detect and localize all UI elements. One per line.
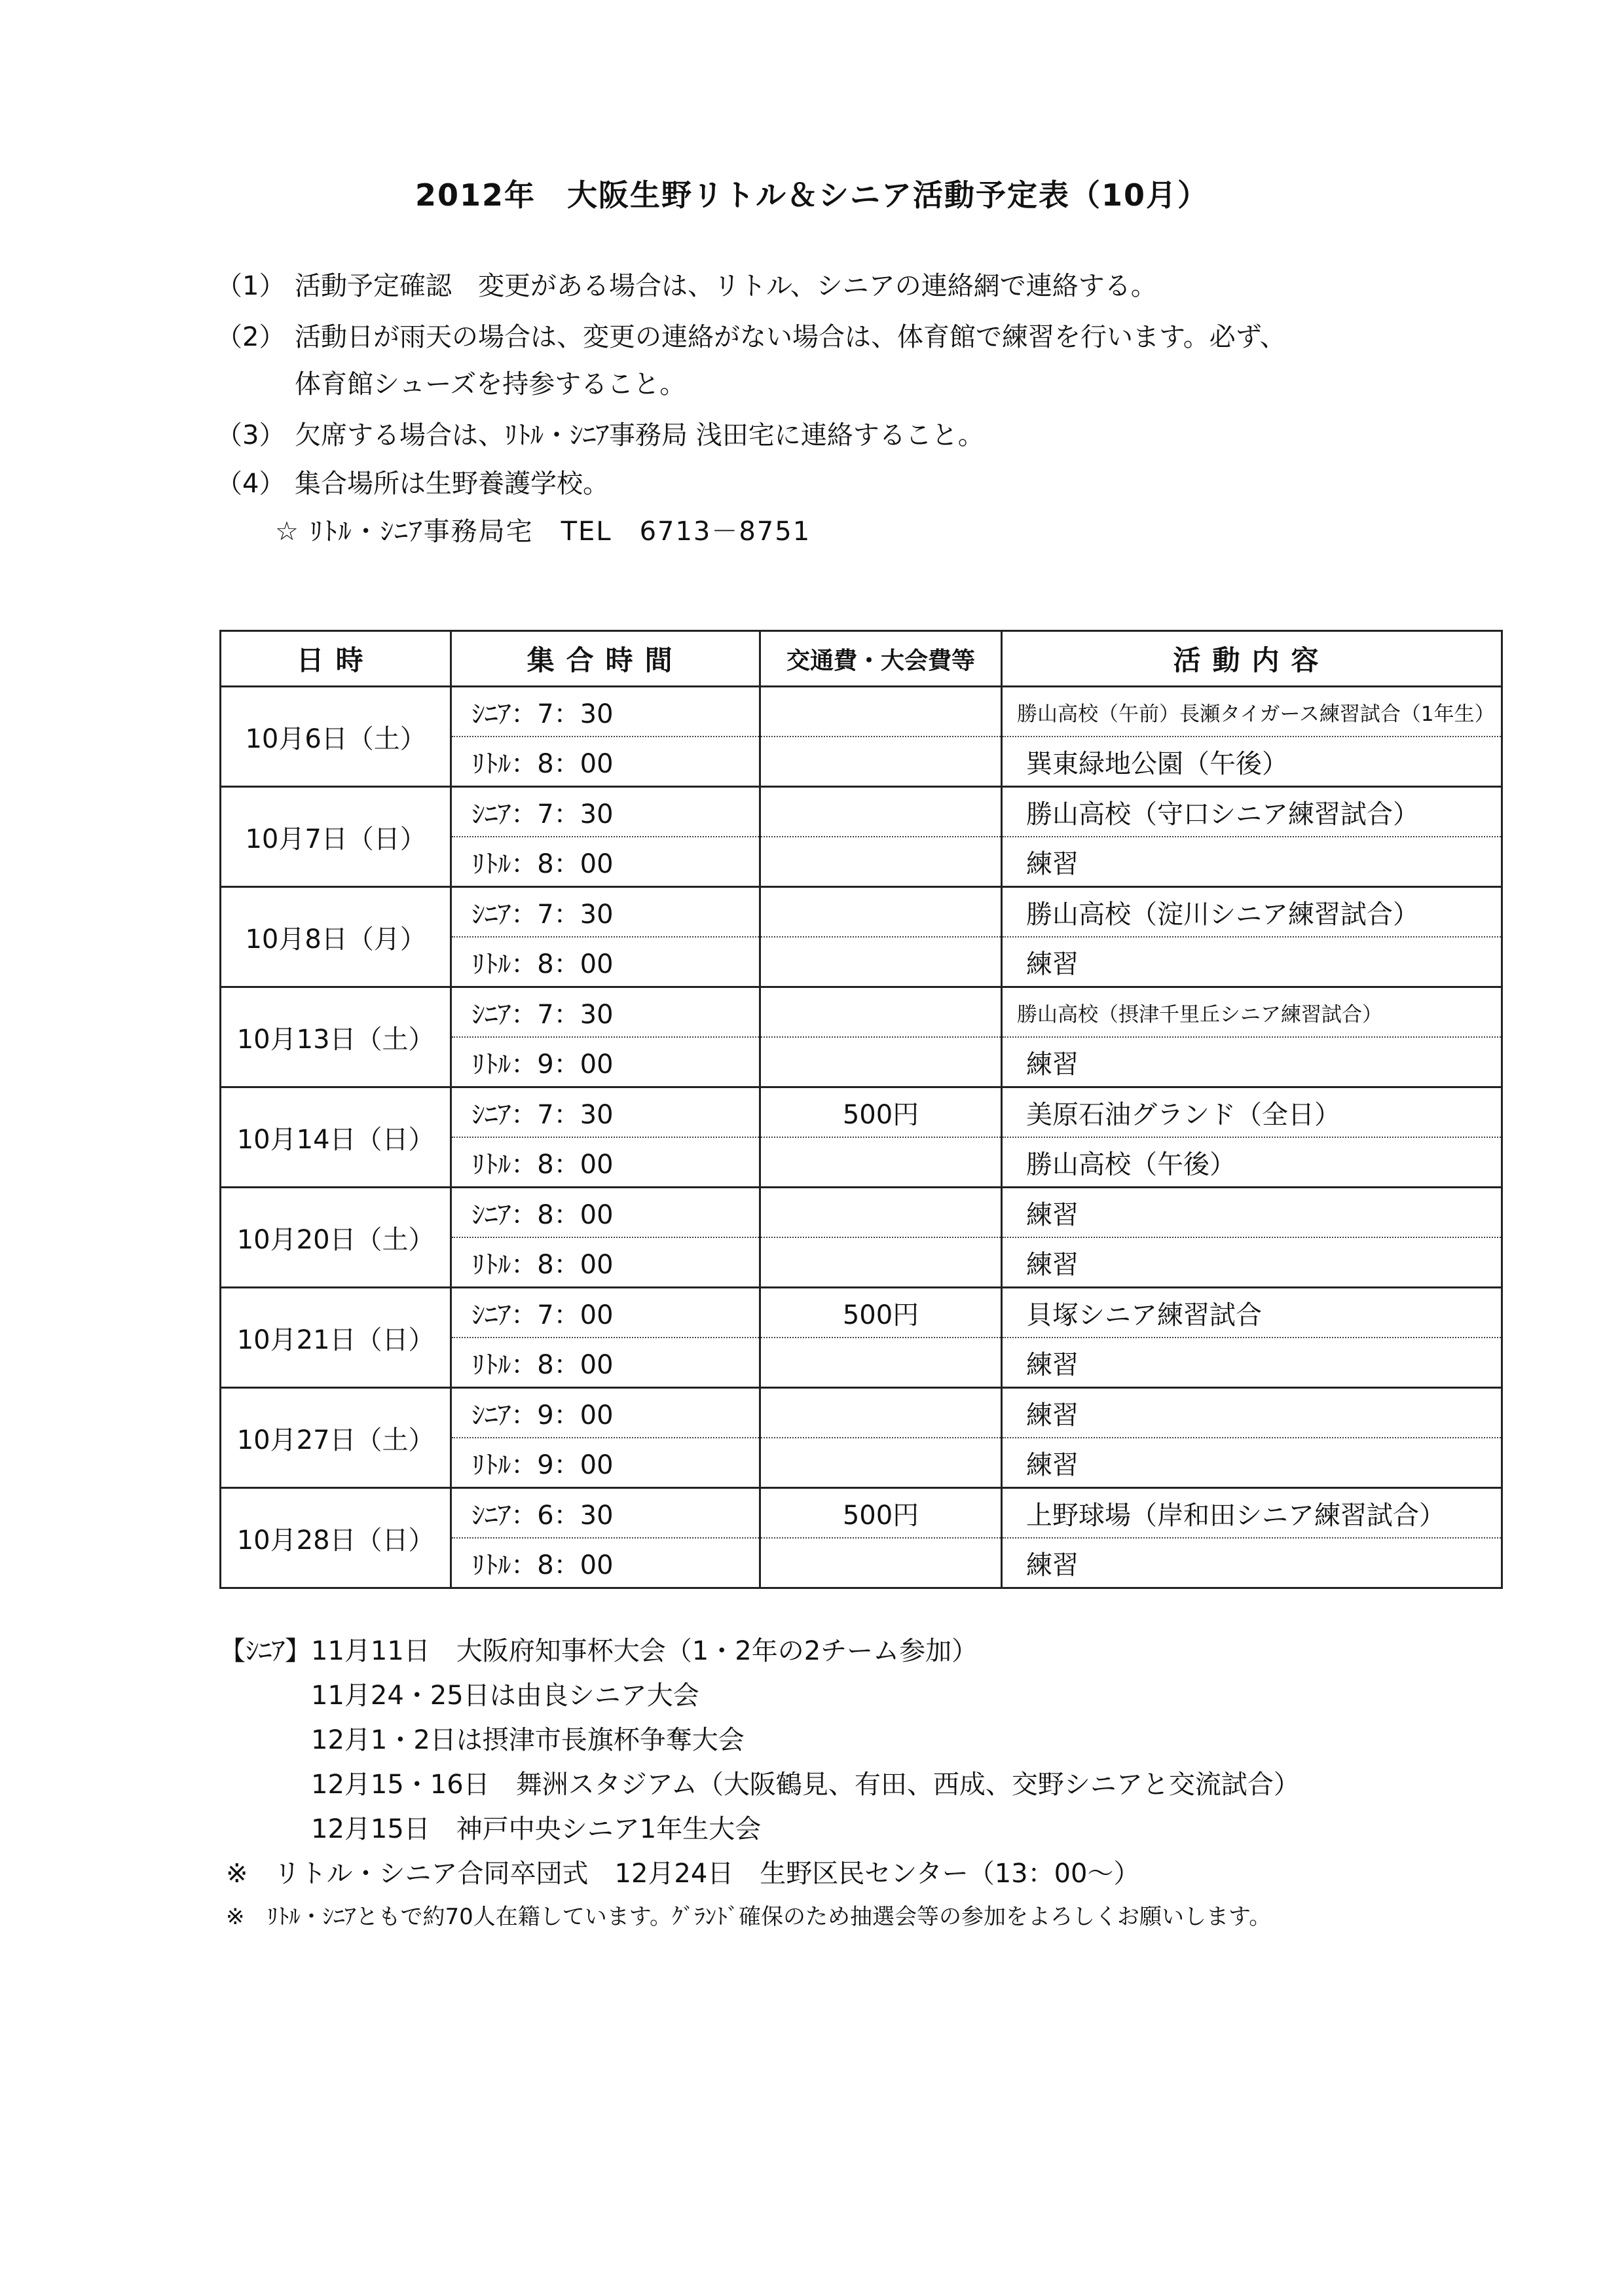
little-time-cell: ﾘﾄﾙ：8：00 — [451, 937, 760, 987]
senior-label: 【ｼﾆｱ】 — [219, 1636, 311, 1666]
schedule-body — [221, 687, 1502, 1588]
little-activity-cell: 練習 — [1002, 1438, 1502, 1488]
little-activity-cell: 練習 — [1002, 1538, 1502, 1588]
table-row — [221, 1288, 1502, 1338]
note-item-1 — [216, 265, 1157, 302]
senior-event: 11月24・25日は由良シニア大会 — [311, 1681, 699, 1711]
senior-time-cell: ｼﾆｱ：9：00 — [451, 1388, 760, 1438]
little-activity-cell: 練習 — [1002, 1237, 1502, 1288]
little-fee-cell — [760, 737, 1001, 787]
header-fee: 交通費・大会費等 — [760, 631, 1001, 687]
senior-event: 12月15日 神戸中央シニア1年生大会 — [311, 1814, 762, 1844]
page-title: 2012年 大阪生野リトル＆シニア活動予定表（10月） — [415, 177, 1209, 213]
date-cell: 10月8日（月） — [221, 887, 451, 987]
little-time-cell: ﾘﾄﾙ：8：00 — [451, 1137, 760, 1188]
note-text: 集合場所は生野養護学校。 — [295, 469, 609, 499]
table-row — [221, 1488, 1502, 1539]
note-text: 欠席する場合は、ﾘﾄﾙ・ｼﾆｱ事務局 浅田宅に連絡すること。 — [295, 420, 984, 450]
senior-time-cell: ｼﾆｱ：7：30 — [451, 787, 760, 837]
senior-time-cell: ｼﾆｱ：8：00 — [451, 1188, 760, 1238]
note-number: （1） — [216, 271, 286, 301]
senior-time-cell: ｼﾆｱ：7：00 — [451, 1288, 760, 1338]
little-time-cell: ﾘﾄﾙ：8：00 — [451, 837, 760, 887]
table-row — [221, 987, 1502, 1038]
little-activity-cell: 巽東緑地公園（午後） — [1002, 737, 1502, 787]
senior-fee-cell — [760, 687, 1001, 737]
little-fee-cell — [760, 837, 1001, 887]
note-item-3 — [216, 414, 984, 452]
table-row — [221, 887, 1502, 938]
little-time-cell: ﾘﾄﾙ：9：00 — [451, 1438, 760, 1488]
date-cell: 10月6日（土） — [221, 687, 451, 787]
header-date: 日時 — [221, 631, 451, 687]
senior-fee-cell — [760, 887, 1001, 938]
senior-activity-cell: 練習 — [1002, 1388, 1502, 1438]
little-activity-cell: 練習 — [1002, 1037, 1502, 1087]
senior-time-cell: ｼﾆｱ：6：30 — [451, 1488, 760, 1539]
senior-activity-cell: 美原石油グランド（全日） — [1002, 1087, 1502, 1138]
date-cell: 10月27日（土） — [221, 1388, 451, 1488]
senior-fee-cell — [760, 787, 1001, 837]
senior-fee-cell — [760, 1388, 1001, 1438]
schedule-table — [219, 630, 1503, 1589]
senior-activity-cell: 上野球場（岸和田シニア練習試合） — [1002, 1488, 1502, 1539]
senior-fee-cell — [760, 1188, 1001, 1238]
little-time-cell: ﾘﾄﾙ：9：00 — [451, 1037, 760, 1087]
little-activity-cell: 練習 — [1002, 937, 1502, 987]
senior-event: 12月1・2日は摂津市長旗杯争奪大会 — [311, 1725, 745, 1755]
senior-activity-cell: 練習 — [1002, 1188, 1502, 1238]
membership-note: ※ ﾘﾄﾙ・ｼﾆｱともで約70人在籍しています。ｸﾞﾗﾝﾄﾞ確保のため抽選会等の参加をよろしくお願いします。 — [226, 1904, 1272, 1930]
senior-events-first-line — [219, 1630, 978, 1667]
table-row — [221, 1388, 1502, 1438]
header-activity: 活動内容 — [1002, 631, 1502, 687]
graduation-ceremony-note: ※ リトル・シニア合同卒団式 12月24日 生野区民センター（13：00～） — [226, 1859, 1140, 1889]
senior-time-cell: ｼﾆｱ：7：30 — [451, 987, 760, 1038]
little-time-cell: ﾘﾄﾙ：8：00 — [451, 1538, 760, 1588]
date-cell: 10月13日（土） — [221, 987, 451, 1087]
note-text-continued: 体育館シューズを持参すること。 — [295, 369, 686, 399]
little-fee-cell — [760, 1137, 1001, 1188]
senior-event: 11月11日 大阪府知事杯大会（1・2年の2チーム参加） — [311, 1636, 978, 1666]
note-text: 活動予定確認 変更がある場合は、リトル、シニアの連絡網で連絡する。 — [295, 271, 1157, 301]
senior-activity-cell: 勝山高校（午前）長瀬タイガース練習試合（1年生） — [1002, 687, 1502, 737]
note-number: （2） — [216, 322, 286, 352]
little-fee-cell — [760, 1538, 1001, 1588]
table-row — [221, 687, 1502, 737]
note-number: （4） — [216, 469, 286, 499]
senior-event: 12月15・16日 舞洲スタジアム（大阪鶴見、有田、西成、交野シニアと交流試合） — [311, 1770, 1300, 1800]
note-number: （3） — [216, 420, 286, 450]
header-time: 集合時間 — [451, 631, 760, 687]
little-fee-cell — [760, 937, 1001, 987]
senior-activity-cell: 貝塚シニア練習試合 — [1002, 1288, 1502, 1338]
senior-activity-cell: 勝山高校（摂津千里丘シニア練習試合） — [1002, 987, 1502, 1038]
little-fee-cell — [760, 1237, 1001, 1288]
date-cell: 10月14日（日） — [221, 1087, 451, 1188]
senior-fee-cell: 500円 — [760, 1488, 1001, 1539]
little-activity-cell: 練習 — [1002, 837, 1502, 887]
table-row — [221, 1087, 1502, 1138]
office-contact: ☆ ﾘﾄﾙ・ｼﾆｱ事務局宅 TEL 6713－8751 — [275, 517, 811, 547]
senior-time-cell: ｼﾆｱ：7：30 — [451, 887, 760, 938]
little-time-cell: ﾘﾄﾙ：8：00 — [451, 1237, 760, 1288]
note-item-4 — [216, 463, 609, 500]
table-row — [221, 1188, 1502, 1238]
date-cell: 10月28日（日） — [221, 1488, 451, 1588]
little-fee-cell — [760, 1438, 1001, 1488]
little-time-cell: ﾘﾄﾙ：8：00 — [451, 737, 760, 787]
little-fee-cell — [760, 1338, 1001, 1388]
note-item-2 — [216, 316, 1286, 354]
senior-activity-cell: 勝山高校（淀川シニア練習試合） — [1002, 887, 1502, 938]
senior-activity-cell: 勝山高校（守口シニア練習試合） — [1002, 787, 1502, 837]
little-activity-cell: 練習 — [1002, 1338, 1502, 1388]
little-time-cell: ﾘﾄﾙ：8：00 — [451, 1338, 760, 1388]
table-row — [221, 787, 1502, 837]
little-activity-cell: 勝山高校（午後） — [1002, 1137, 1502, 1188]
note-text: 活動日が雨天の場合は、変更の連絡がない場合は、体育館で練習を行います。必ず、 — [295, 322, 1286, 352]
date-cell: 10月7日（日） — [221, 787, 451, 887]
senior-fee-cell: 500円 — [760, 1288, 1001, 1338]
date-cell: 10月21日（日） — [221, 1288, 451, 1388]
table-header-row — [221, 631, 1502, 687]
senior-fee-cell — [760, 987, 1001, 1038]
senior-time-cell: ｼﾆｱ：7：30 — [451, 1087, 760, 1138]
little-fee-cell — [760, 1037, 1001, 1087]
senior-fee-cell: 500円 — [760, 1087, 1001, 1138]
senior-time-cell: ｼﾆｱ：7：30 — [451, 687, 760, 737]
date-cell: 10月20日（土） — [221, 1188, 451, 1288]
